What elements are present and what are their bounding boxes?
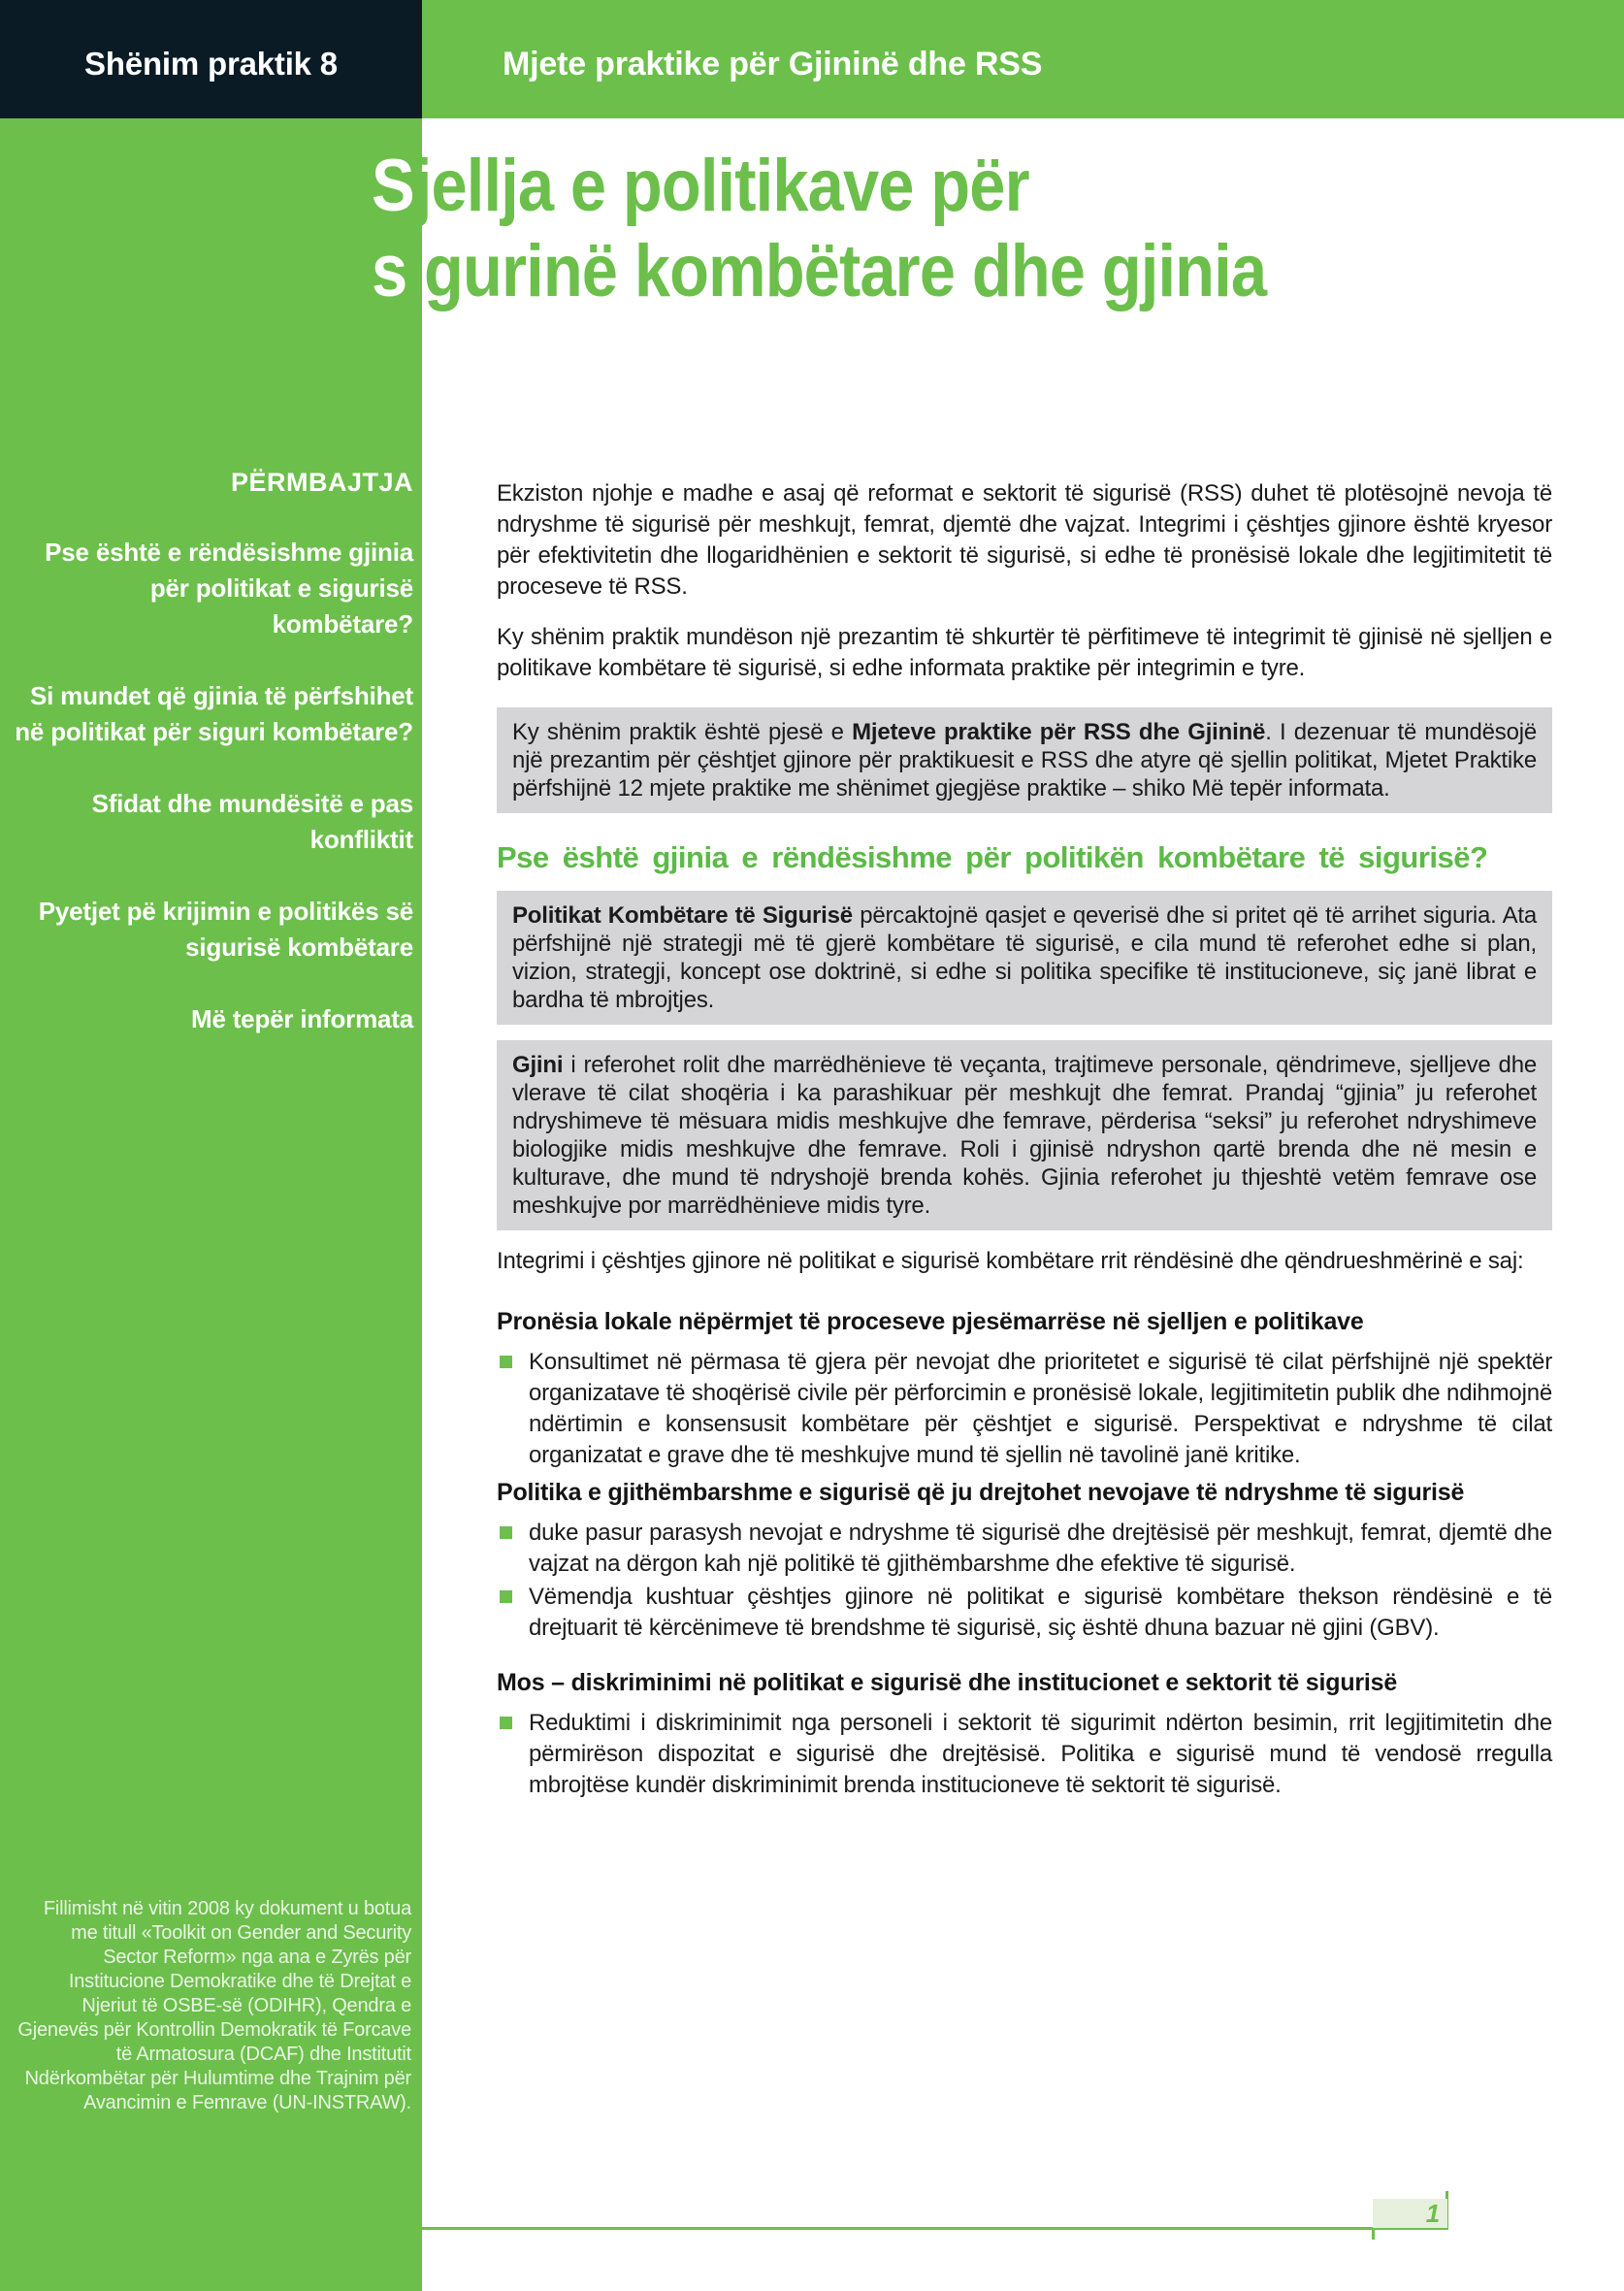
sidebar: [0, 118, 422, 2291]
toc-heading: PËRMBAJTJA: [230, 468, 413, 497]
page-number: 1: [1425, 2198, 1440, 2228]
bullet-text: duke pasur parasysh nevojat e ndryshme të sigurisë dhe drejtësisë për meshkujt, femrat, djemtë dhe vajzat na dërgon kah një politikë të gjithëmbarshme dhe efektive të sigurisë.: [529, 1520, 1552, 1577]
title-line-1: [372, 145, 1029, 227]
subsection-heading: Mos – diskriminimi në politikat e sigurisë dhe institucionet e sektorit të sigurisë: [497, 1669, 1398, 1696]
info-box-bold: Mjeteve praktike për RSS dhe Gjininë: [852, 719, 1266, 745]
subsection-heading: Pronësia lokale nëpërmjet të proceseve pjesëmarrëse në sjelljen e politikave: [497, 1308, 1364, 1335]
subsection-heading: Politika e gjithëmbarshme e sigurisë që ju drejtohet nevojave të ndryshme të sigurisë: [497, 1479, 1465, 1506]
series-title: Mjete praktike për Gjininë dhe RSS: [503, 45, 1043, 82]
title-line-2-text: igurinë kombëtare dhe gjinia: [406, 230, 1267, 312]
info-box-text: . I dezenuar të mundësojë një prezantim për çështjet gjinore për praktikuesit e RSS dhe atyre që sjellin politikat, Mjetet Praktike përfshijnë 12 mjete praktike me shënimet gjegjëse praktike – shiko Më tepër informata.: [512, 719, 1538, 802]
toc-list: [15, 535, 413, 1037]
bullet-item: [497, 1518, 1552, 1580]
lead-paragraph: Integrimi i çështjes gjinore në politikat e sigurisë kombëtare rrit rëndësinë dhe qëndrueshmërinë e saj:: [497, 1248, 1524, 1274]
definition-text: i referohet rolit dhe marrëdhënieve të veçanta, trajtimeve personale, qëndrimeve, sjelljeve dhe vlerave të cilat shoqëria i ka parashikuar për meshkujt dhe femrat. Prandaj “gjinia” ju referohet ndryshimeve të mësuara midis meshkujve dhe femrave, përderisa “seksi” ju referohet ndryshimeve biologjike midis meshkujve dhe femrave. Roli i gjinisë ndryshon qartë brenda dhe në mesin e kulturave, dhe mund të ndryshojë brenda kohës. Gjinia referohet ju thjeshtë vetëm femrave ose meshkujve por marrëdhënieve midis tyre.: [512, 1052, 1537, 1219]
title-line-1-text: jellja e politikave për: [413, 145, 1029, 227]
badge-label: Shënim praktik 8: [84, 46, 338, 82]
bullet-item: [497, 1582, 1552, 1644]
info-box: [497, 707, 1552, 813]
bullet-text: Konsultimet në përmasa të gjera për nevojat dhe prioritetet e sigurisë të cilat përfshijnë një spektër organizatave të shoqërisë civile për përforcimin e pronësisë lokale, legjitimitetin publik dhe ndihmojnë ndërtimin e konsensusit kombëtare për çështjet e sigurisë. Perspektivat e ndryshme të cilat organizatat e grave dhe të meshkujve mund të sjellin në tavolinë janë kritike.: [529, 1349, 1552, 1468]
bullet-square-icon: [500, 1526, 512, 1539]
footer-rule: [422, 2227, 1448, 2230]
definition-box-national-security-policies: [497, 891, 1552, 1025]
page-number-box: [1373, 2199, 1447, 2228]
toc-item: Si mundet që gjinia të përfshihet në politikat për siguri kombëtare?: [15, 681, 413, 746]
title-initial: S: [372, 145, 414, 227]
intro-paragraph: Ekziston njohje e madhe e asaj që reformat e sektorit të sigurisë (RSS) duhet të plotësojnë nevoja të ndryshme të sigurisë për meshkujt, femrat, djemtë dhe vajzat. Integrimi i çështjes gjinore është kryesor për efektivitetin dhe llogaridhënien e sektorit të sigurisë, si edhe të pronësisë lokale dhe legjitimitetit të proceseve të RSS.: [497, 480, 1552, 600]
page-title: [372, 144, 1266, 314]
publication-footnote: Fillimisht në vitin 2008 ky dokument u botua me titull «Toolkit on Gender and Security Sector Reform» nga ana e Zyrës për Institucione Demokratike dhe të Drejtat e Njeriut të OSBE-së (ODIHR), Qendra e Gjenevës për Kontrollin Demokratik të Forcave të Armatosura (DCAF) dhe Institutit Ndërkombëtar për Hulumtime dhe Trajnim për Avancimin e Femrave (UN-INSTRAW).: [17, 1898, 411, 2113]
bullet-square-icon: [500, 1590, 512, 1603]
title-line-2: [372, 230, 1266, 312]
bullet-square-icon: [500, 1717, 512, 1729]
bullet-square-icon: [500, 1356, 512, 1368]
bullet-item: [497, 1708, 1552, 1801]
footer-tick-left: [1372, 2227, 1375, 2240]
definition-box-gender: [497, 1040, 1552, 1230]
toc-item: Sfidat dhe mundësitë e pas konfliktit: [91, 789, 413, 854]
bullet-text: Reduktimi i diskriminimit nga personeli i sektorit të sigurimit ndërton besimin, rrit legjitimitetin dhe përmirëson dispozitat e sigurisë dhe drejtësisë. Politika e sigurisë mund të vendosë rregulla mbrojtëse kundër diskriminimit brenda institucioneve të sektorit të sigurisë.: [529, 1710, 1552, 1798]
definition-term: Politikat Kombëtare të Sigurisë: [512, 902, 853, 929]
toc-item: Pse është e rëndësishme gjinia për politikat e sigurisë kombëtare?: [45, 538, 413, 638]
section-heading: Pse është gjinia e rëndësishme për politikën kombëtare të sigurisë?: [497, 840, 1488, 874]
info-box-text: Ky shënim praktik është pjesë e: [512, 719, 853, 745]
toc-item: Më tepër informata: [190, 1004, 413, 1033]
definition-text: përcaktojnë qasjet e qeverisë dhe si pritet që të arrihet siguria. Ata përfshijnë një strategji më të gjerë kombëtare të sigurisë, e cila mund të referohet edhe si plan, vizion, strategji, koncept ose doktrinë, si edhe si politika specifike të institucioneve, siç janë librat e bardha të mbrojtjes.: [512, 902, 1538, 1013]
bullet-text: Vëmendja kushtuar çështjes gjinore në politikat e sigurisë kombëtare thekson rëndësinë e të drejtuarit të kërcënimeve të brendshme të sigurisë, siç është dhuna bazuar në gjini (GBV).: [529, 1584, 1552, 1641]
bullet-item: [497, 1347, 1552, 1471]
practice-note-badge: [0, 0, 422, 118]
intro-paragraph: Ky shënim praktik mundëson një prezantim të shkurtër të përfitimeve të integrimit të gjinisë në sjelljen e politikave kombëtare të sigurisë, si edhe informata praktike për integrimin e tyre.: [497, 624, 1552, 681]
definition-term: Gjini: [512, 1052, 564, 1078]
toc-item: Pyetjet pë krijimin e politikës së sigurisë kombëtare: [38, 897, 413, 962]
title-initial: s: [372, 230, 407, 312]
